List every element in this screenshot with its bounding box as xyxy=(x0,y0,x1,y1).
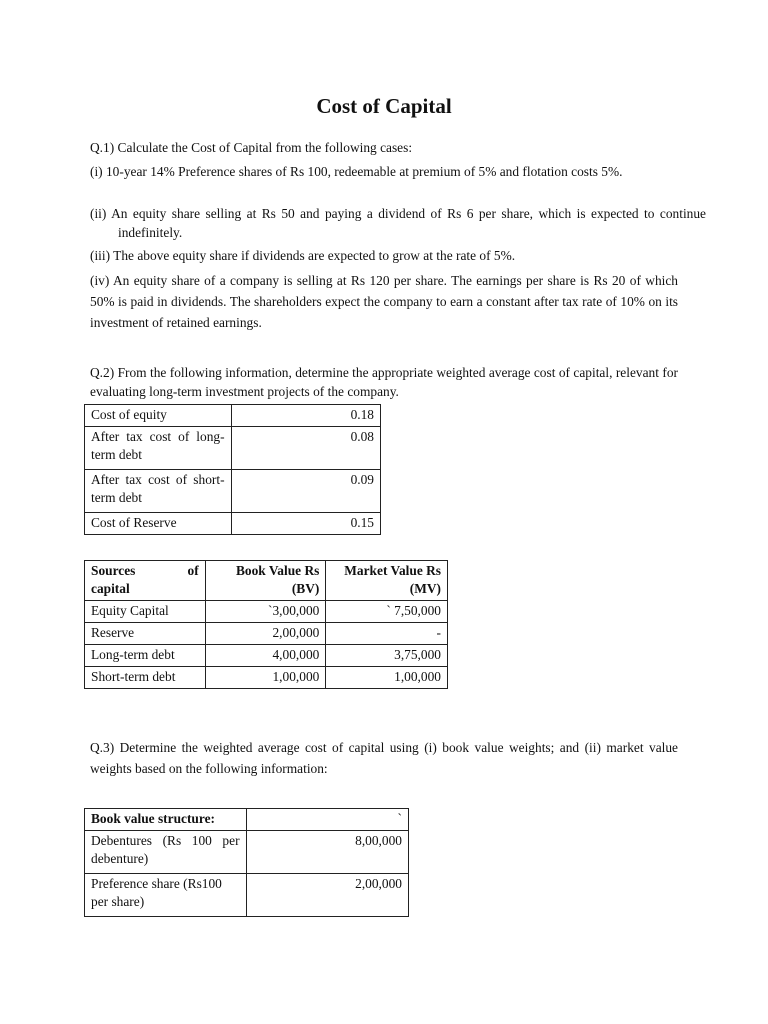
cost-label: After tax cost of short-term debt xyxy=(85,470,232,513)
source-cell: Equity Capital xyxy=(85,601,206,623)
table-header-row xyxy=(85,561,448,601)
mv-cell: - xyxy=(326,623,448,645)
table-row xyxy=(85,667,448,689)
table-row xyxy=(85,470,381,513)
sources-table xyxy=(84,560,448,689)
page-title: Cost of Capital xyxy=(316,94,452,118)
structure-label: Preference share (Rs100 per share) xyxy=(85,874,247,917)
table-row xyxy=(85,831,409,874)
q1-item-iii: (iii) The above equity share if dividends are expected to grow at the rate of 5%. xyxy=(90,248,516,263)
book-value-header-value: ` xyxy=(246,809,408,831)
book-value-table xyxy=(84,808,409,917)
table-row xyxy=(85,874,409,917)
q2-intro: Q.2) From the following information, determine the appropriate weighted average cost of capital, relevant for evaluating long-term investment projects of the company. xyxy=(90,365,678,399)
bv-cell: 4,00,000 xyxy=(205,645,326,667)
source-cell: Long-term debt xyxy=(85,645,206,667)
cost-value: 0.08 xyxy=(231,427,380,470)
table-row xyxy=(85,645,448,667)
header-sources-word: Sources xyxy=(91,563,136,578)
mv-cell: 1,00,000 xyxy=(326,667,448,689)
header-capital-word: capital xyxy=(91,581,130,596)
source-cell: Short-term debt xyxy=(85,667,206,689)
bv-cell: 2,00,000 xyxy=(205,623,326,645)
table-row xyxy=(85,601,448,623)
cost-value: 0.09 xyxy=(231,470,380,513)
table-row xyxy=(85,513,381,535)
cost-table xyxy=(84,404,381,535)
bv-cell: `3,00,000 xyxy=(205,601,326,623)
table-row xyxy=(85,427,381,470)
cost-label: Cost of Reserve xyxy=(85,513,232,535)
header-market-value: Market Value Rs (MV) xyxy=(326,561,448,601)
cost-label: Cost of equity xyxy=(85,405,232,427)
mv-cell: ` 7,50,000 xyxy=(326,601,448,623)
cost-value: 0.15 xyxy=(231,513,380,535)
q1-item-iv: (iv) An equity share of a company is selling at Rs 120 per share. The earnings per share is Rs 20 of which 50% is paid in dividends. The shareholders expect the company to earn a constant after tax rate of 10% on its investment of retained earnings. xyxy=(90,273,678,330)
structure-value: 8,00,000 xyxy=(246,831,408,874)
q3-intro: Q.3) Determine the weighted average cost of capital using (i) book value weights; and (ii) market value weights based on the following information: xyxy=(90,740,678,776)
mv-cell: 3,75,000 xyxy=(326,645,448,667)
table-row xyxy=(85,623,448,645)
header-book-value: Book Value Rs (BV) xyxy=(205,561,326,601)
table-row xyxy=(85,405,381,427)
structure-value: 2,00,000 xyxy=(246,874,408,917)
book-value-header: Book value structure: xyxy=(85,809,247,831)
table-header-row xyxy=(85,809,409,831)
header-sources xyxy=(85,561,206,601)
header-of-word: of xyxy=(187,563,199,578)
structure-label: Debentures (Rs 100 per debenture) xyxy=(85,831,247,874)
q1-intro: Q.1) Calculate the Cost of Capital from the following cases: xyxy=(90,140,413,155)
source-cell: Reserve xyxy=(85,623,206,645)
cost-value: 0.18 xyxy=(231,405,380,427)
cost-label: After tax cost of long-term debt xyxy=(85,427,232,470)
q1-item-ii: (ii) An equity share selling at Rs 50 and paying a dividend of Rs 6 per share, which is expected to continue indefinitely. xyxy=(90,206,706,240)
q1-item-i: (i) 10-year 14% Preference shares of Rs 100, redeemable at premium of 5% and flotation costs 5%. xyxy=(90,164,623,179)
bv-cell: 1,00,000 xyxy=(205,667,326,689)
